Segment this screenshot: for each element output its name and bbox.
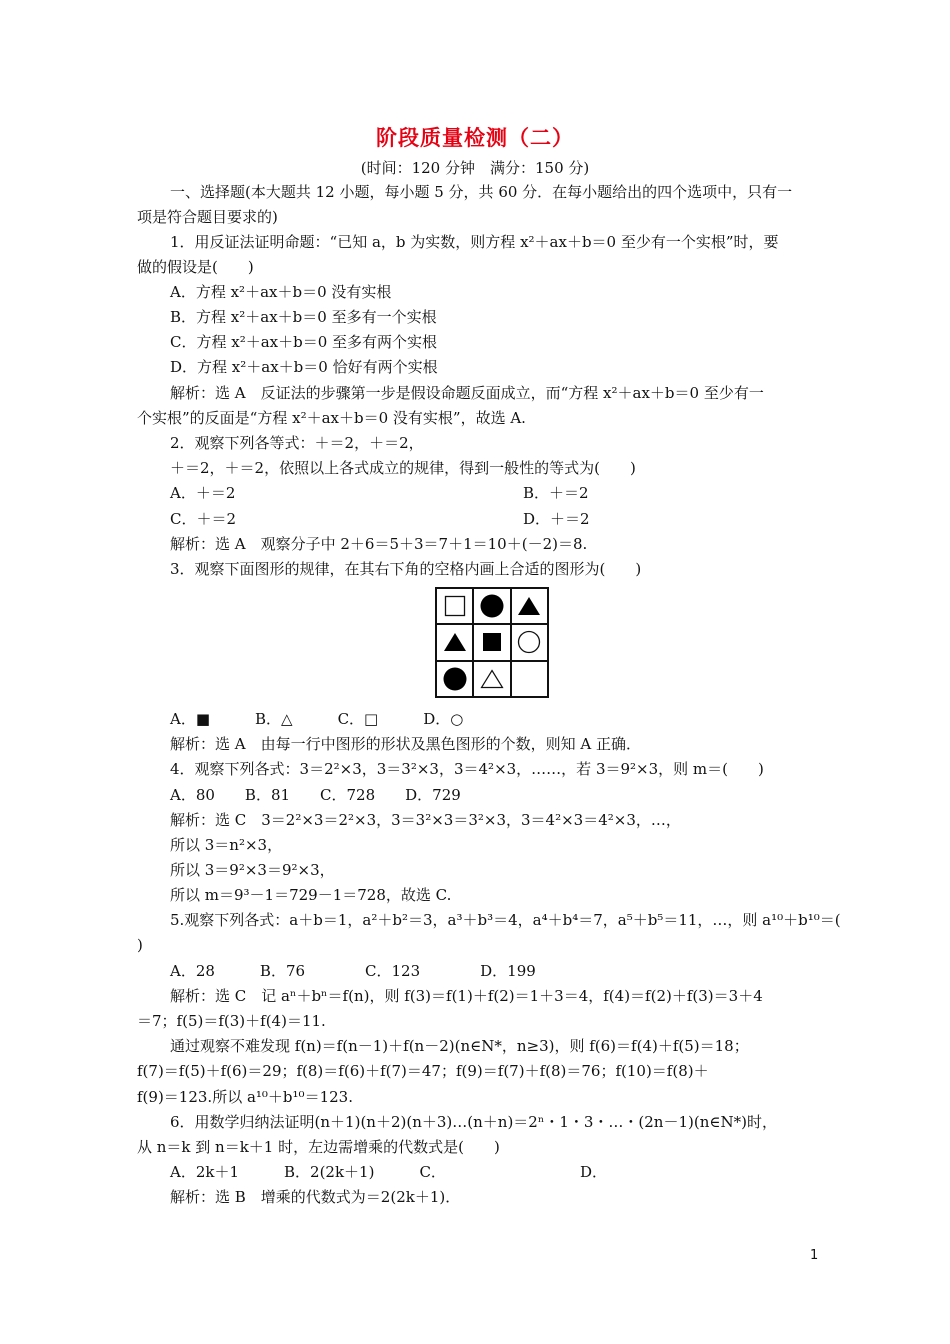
question-5: 5.观察下列各式：a＋b＝1，a²＋b²＝3，a³＋b³＝4，a⁴＋b⁴＝7，a⁵＋b⁵＝11，…，则 a¹⁰＋b¹⁰＝( <box>170 911 841 929</box>
q4-options: A．80 B．81 C．728 D．729 <box>170 786 461 804</box>
q4-analysis: 解析：选 C 3＝2²×3＝2²×3，3＝3²×3＝3²×3，3＝4²×3＝4²×3，…， <box>170 811 681 829</box>
q1-option-d: D．方程 x²＋ax＋b＝0 恰好有两个实根 <box>170 358 438 376</box>
q6-options-abc: A．2k＋1 B．2(2k＋1) C． <box>170 1163 446 1181</box>
white-square-icon <box>436 588 473 624</box>
q4-analysis-2: 所以 3＝n²×3， <box>170 836 283 854</box>
q1-analysis: 解析：选 A 反证法的步骤第一步是假设命题反面成立，而“方程 x²＋ax＋b＝0 至少有一 <box>170 384 764 402</box>
question-3: 3．观察下面图形的规律，在其右下角的空格内画上合适的图形为( ) <box>170 560 642 578</box>
q5-analysis-4: f(7)＝f(5)＋f(6)＝29；f(8)＝f(6)＋f(7)＝47；f(9)＝f(7)＋f(8)＝76；f(10)＝f(8)＋ <box>137 1062 709 1080</box>
q5-analysis-5: f(9)＝123.所以 a¹⁰＋b¹⁰＝123. <box>137 1088 353 1106</box>
question-4: 4．观察下列各式：3＝2²×3，3＝3²×3，3＝4²×3，……，若 3＝9²×3，则 m＝( ) <box>170 760 764 778</box>
question-1-cont: 做的假设是( ) <box>137 258 254 276</box>
section-header: 一、选择题(本大题共 12 小题，每小题 5 分，共 60 分．在每小题给出的四个选项中，只有一 <box>170 183 793 201</box>
q2-option-b: B．＋＝2 <box>523 484 589 502</box>
question-6: 6．用数学归纳法证明(n＋1)(n＋2)(n＋3)…(n＋n)＝2ⁿ・1・3・…・(2n－1)(n∈N*)时， <box>170 1113 777 1131</box>
section-header-cont: 项是符合题目要求的) <box>137 208 278 226</box>
black-triangle-icon <box>436 624 473 660</box>
question-1: 1．用反证法证明命题：“已知 a，b 为实数，则方程 x²＋ax＋b＝0 至少有一个实根”时，要 <box>170 233 779 251</box>
page-title: 阶段质量检测（二） <box>376 126 574 150</box>
q1-option-b: B．方程 x²＋ax＋b＝0 至多有一个实根 <box>170 308 437 326</box>
q5-analysis: 解析：选 C 记 aⁿ＋bⁿ＝f(n)，则 f(3)＝f(1)＋f(2)＝1＋3＝4，f(4)＝f(2)＋f(3)＝3＋4 <box>170 987 763 1005</box>
question-6-cont: 从 n＝k 到 n＝k＋1 时，左边需增乘的代数式是( ) <box>137 1138 500 1156</box>
question-5-cont: ) <box>137 936 143 954</box>
q3-options: A．■ B．△ C．□ D．○ <box>170 710 464 728</box>
black-square-icon <box>473 624 510 660</box>
q5-analysis-2: ＝7；f(5)＝f(3)＋f(4)＝11. <box>137 1012 326 1030</box>
black-triangle-icon <box>511 588 548 624</box>
shape-pattern-grid <box>435 587 549 698</box>
white-triangle-icon <box>473 661 510 697</box>
q5-options: A．28 B．76 C．123 D．199 <box>170 962 536 980</box>
q2-option-d: D．＋＝2 <box>523 510 590 528</box>
q6-analysis: 解析：选 B 增乘的代数式为＝2(2k＋1)． <box>170 1188 461 1206</box>
q4-analysis-4: 所以 m＝9³－1＝729－1＝728，故选 C. <box>170 886 452 904</box>
q2-option-c: C．＋＝2 <box>170 510 237 528</box>
q2-analysis: 解析：选 A 观察分子中 2＋6＝5＋3＝7＋1＝10＋(－2)＝8. <box>170 535 588 553</box>
q3-analysis: 解析：选 A 由每一行中图形的形状及黑色图形的个数，则知 A 正确． <box>170 735 641 753</box>
page-number: 1 <box>810 1248 819 1263</box>
q1-analysis-cont: 个实根”的反面是“方程 x²＋ax＋b＝0 没有实根”，故选 A. <box>137 409 526 427</box>
black-circle-icon <box>473 588 510 624</box>
q1-option-a: A．方程 x²＋ax＋b＝0 没有实根 <box>170 283 392 301</box>
white-circle-icon <box>511 624 548 660</box>
q4-analysis-3: 所以 3＝9²×3＝9²×3， <box>170 861 335 879</box>
q6-option-d: D． <box>580 1163 608 1181</box>
question-2: 2．观察下列各等式：＋＝2，＋＝2， <box>170 434 424 452</box>
page-subtitle: (时间：120 分钟 满分：150 分) <box>360 159 590 177</box>
question-2-cont: ＋＝2，＋＝2，依照以上各式成立的规律，得到一般性的等式为( ) <box>170 459 636 477</box>
black-circle-icon <box>436 661 473 697</box>
empty-cell <box>511 661 548 697</box>
q5-analysis-3: 通过观察不难发现 f(n)＝f(n－1)＋f(n－2)(n∈N*，n≥3)，则 f(6)＝f(4)＋f(5)＝18； <box>170 1037 749 1055</box>
q2-option-a: A．＋＝2 <box>170 484 236 502</box>
q1-option-c: C．方程 x²＋ax＋b＝0 至多有两个实根 <box>170 333 438 351</box>
